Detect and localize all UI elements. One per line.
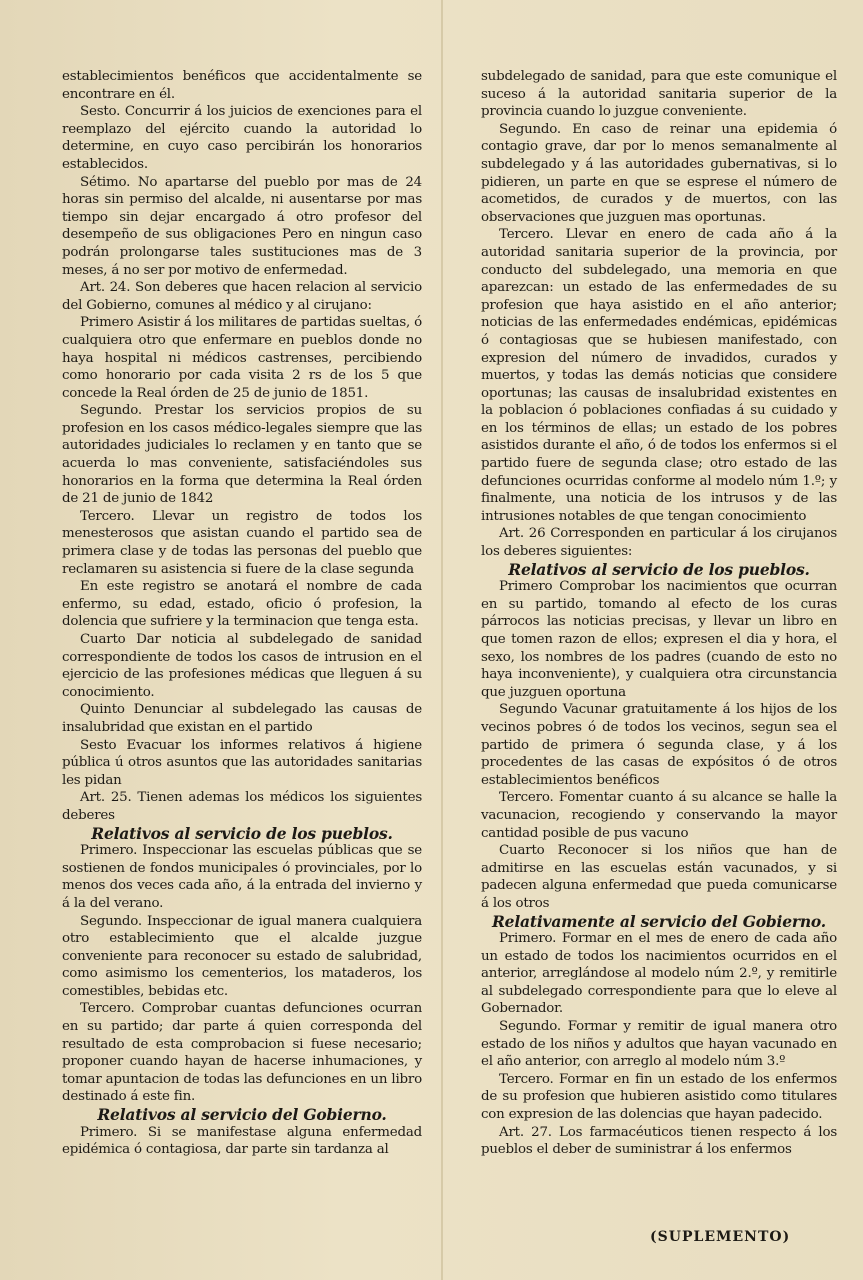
supplement-label: (SUPLEMENTO): [650, 1229, 791, 1245]
paragraph: Primero. Inspeccionar las escuelas públicas que se sostienen de fondos municipales ó provinciales, por lo menos dos veces cada año, á la entrada del invierno y á la del verano.: [62, 843, 422, 911]
paragraph: Tercero. Fomentar cuanto á su alcance se halle la vacunacion, recogiendo y conservando la mayor cantidad posible de pus vacuno: [481, 790, 837, 841]
paragraph: Sesto Evacuar los informes relativos á higiene pública ú otros asuntos que las autoridades sanitarias les pidan: [62, 737, 422, 788]
paragraph: Tercero. Llevar en enero de cada año á la autoridad sanitaria superior de la provincia, por conducto del subdelegado, una memoria en que aparezcan: un estado de las enfermedades de su profesion que haya asistido en el año anterior; noticias de las enfermedades endémicas, epidémicas ó contagiosas que se hubiesen manifestado, con expresion del número de invadidos, curados y muertos, y todas las demás noticias que considere oportunas; las causas de insalubridad existentes en la poblacion ó poblaciones confiadas á su cuidado y en los términos de ellas; un estado de los pobres asistidos durante el año, ó de todos los enfermos si el partido fuere de segunda clase; otro estado de las defunciones ocurridas conforme al modelo núm 1.º; y finalmente, una noticia de los intrusos y de las intrusiones notables de que tengan conocimiento: [481, 227, 837, 524]
paragraph: Segundo. Formar y remitir de igual manera otro estado de los niños y adultos que hayan vacunado en el año anterior, con arreglo al modelo núm 3.º: [481, 1019, 837, 1070]
paragraph: Cuarto Reconocer si los niños que han de admitirse en las escuelas están vacunados, y si padecen alguna enfermedad que pueda comunicarse á los otros: [481, 843, 837, 911]
paragraph: Sesto. Concurrir á los juicios de exenciones para el reemplazo del ejército cuando la autoridad lo determine, en cuyo caso percibirán los honorarios establecidos.: [62, 104, 422, 172]
paragraph: Tercero. Formar en fin un estado de los enfermos de su profesion que hubieren asistido como titulares con expresion de las dolencias que hayan padecido.: [481, 1071, 837, 1123]
right-column: [481, 68, 837, 1159]
paragraph: Segundo Vacunar gratuitamente á los hijos de los vecinos pobres ó de todos los vecinos, segun sea el partido de primera ó segunda clase, y á los procedentes de las casas de expósitos ó de otros establecimientos benéficos: [481, 702, 837, 788]
paragraph: Art. 24. Son deberes que hacen relacion al servicio del Gobierno, comunes al médico y al cirujano:: [62, 280, 422, 313]
paragraph: Tercero. Comprobar cuantas defunciones ocurran en su partido; dar parte á quien corresponda del resultado de esta comprobacion si fuese necesario; proponer cuando hayan de hacerse inhumaciones, y tomar apuntacion de todas las defunciones en un libro destinado á este fin.: [62, 1001, 422, 1105]
section-heading: Relativos al servicio de los pueblos.: [91, 823, 393, 843]
paragraph: establecimientos benéficos que accidentalmente se encontrare en él.: [62, 69, 422, 102]
section-heading: Relativos al servicio de los pueblos.: [508, 559, 810, 579]
paragraph: Art. 26 Corresponden en particular á los cirujanos los deberes siguientes:: [481, 526, 837, 560]
paragraph: Quinto Denunciar al subdelegado las causas de insalubridad que existan en el partido: [62, 702, 422, 735]
paragraph: subdelegado de sanidad, para que este comunique el suceso á la autoridad sanitaria superior de la provincia cuando lo juzgue conveniente.: [481, 69, 837, 120]
paragraph: Art. 27. Los farmacéuticos tienen respecto á los pueblos el deber de suministrar á los enfermos: [481, 1124, 837, 1158]
paragraph: Primero Asistir á los militares de partidas sueltas, ó cualquiera otro que enfermare en pueblos donde no haya hospital ni médicos castrenses, percibiendo como honorario por cada visita 2 rs de los 5 que concede la Real órden de 25 de junio de 1851.: [62, 315, 422, 401]
section-heading: Relativamente al servicio del Gobierno.: [491, 911, 826, 931]
paragraph: Tercero. Llevar un registro de todos los menesterosos que asistan cuando el partido sea de primera clase y de todas las personas del pueblo que reclamaren su asistencia si fuere de la clase segunda: [62, 508, 422, 577]
paragraph: Cuarto Dar noticia al subdelegado de sanidad correspondiente de todos los casos de intrusion en el ejercicio de las profesiones médicas que lleguen á su conocimiento.: [62, 632, 422, 700]
paragraph: Primero. Si se manifestase alguna enfermedad epidémica ó contagiosa, dar parte sin tardanza al: [62, 1124, 422, 1158]
paragraph: Segundo. En caso de reinar una epidemia ó contagio grave, dar por lo menos semanalmente al subdelegado y á las autoridades gubernativas, si lo pidieren, un parte en que se esprese el número de acometidos, de curados y de muertos, con las observaciones que juzguen mas oportunas.: [481, 121, 837, 225]
section-heading: Relativos al servicio del Gobierno.: [97, 1105, 387, 1125]
paragraph: Segundo. Prestar los servicios propios de su profesion en los casos médico-legales siempre que las autoridades judiciales lo reclamen y en tanto que se acuerda lo mas conveniente, satisfaciéndoles sus honorarios en la forma que determina la Real órden de 21 de junio de 1842: [62, 403, 422, 507]
paragraph: Segundo. Inspeccionar de igual manera cualquiera otro establecimiento que el alcalde juzgue conveniente para reconocer su estado de salubridad, como asimismo los cementerios, los mataderos, los comestibles, bebidas etc.: [62, 913, 422, 999]
column-divider: [441, 0, 443, 1280]
paragraph: Primero Comprobar los nacimientos que ocurran en su partido, tomando al efecto de los curas párrocos las noticias precisas, y llevar un libro en que tomen razon de ellos; expresen el dia y hora, el sexo, los nombres de los padres (cuando de esto no haya inconveniente), y cualquiera otra circunstancia que juzguen oportuna: [481, 579, 837, 700]
paragraph: Sétimo. No apartarse del pueblo por mas de 24 horas sin permiso del alcalde, ni ausentarse por mas tiempo sin dejar encargado á otro profesor del desempeño de sus obligaciones Pero en ningun caso podrán prolongarse tales sustituciones mas de 3 meses, á no ser por motivo de enfermedad.: [62, 174, 422, 278]
paragraph: Primero. Formar en el mes de enero de cada año un estado de todos los nacimientos ocurridos en el anterior, arreglándose al modelo núm 2.º, y remitirle al subdelegado correspondiente para que lo eleve al Gobernador.: [481, 931, 837, 1017]
paragraph: En este registro se anotará el nombre de cada enfermo, su edad, estado, oficio ó profesion, la dolencia que sufriere y la terminacion que tenga esta.: [62, 579, 422, 630]
paragraph: Art. 25. Tienen ademas los médicos los siguientes deberes: [62, 790, 422, 823]
left-column: [62, 68, 422, 1159]
